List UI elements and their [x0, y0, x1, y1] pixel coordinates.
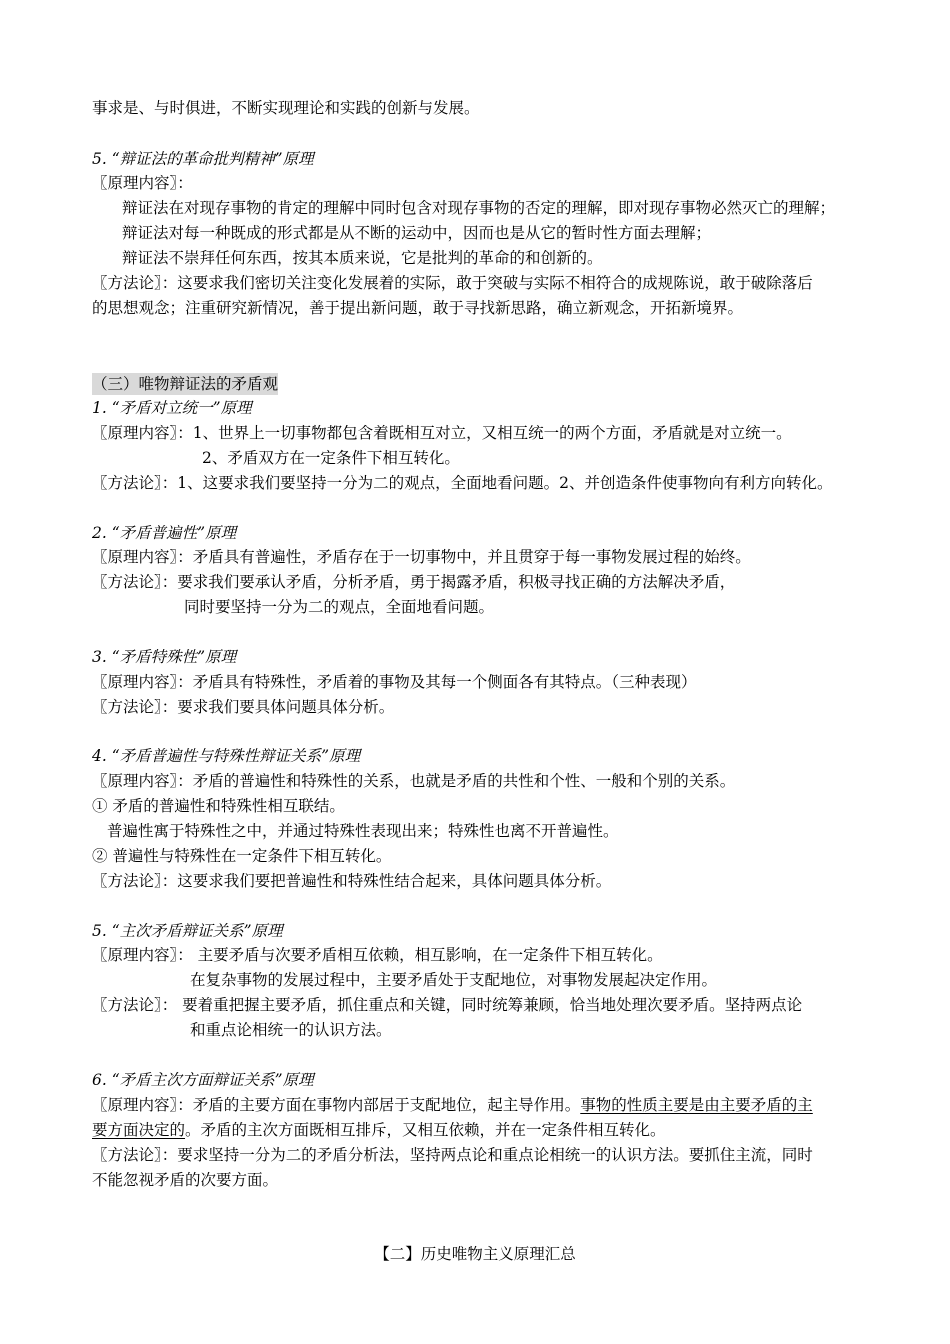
content-line: 〖原理内容〗： 主要矛盾与次要矛盾相互依赖，相互影响，在一定条件下相互转化。 [92, 946, 663, 964]
principle-heading: 3. “矛盾特殊性”原理 [92, 648, 237, 666]
content-line: 在复杂事物的发展过程中，主要矛盾处于支配地位，对事物发展起决定作用。 [190, 971, 718, 989]
intro-line: 事求是、与时俱进，不断实现理论和实践的创新与发展。 [92, 99, 480, 117]
content-line: 〖原理内容〗：矛盾具有特殊性，矛盾着的事物及其每一个侧面各有其特点。（三种表现） [92, 673, 697, 691]
content-text: 。矛盾的主次方面既相互排斥，又相互依赖，并在一定条件相互转化。 [185, 1121, 666, 1139]
principle-heading: 4. “矛盾普遍性与特殊性辩证关系”原理 [92, 747, 361, 765]
method-line: 〖方法论〗：要求我们要具体问题具体分析。 [92, 698, 395, 716]
principle-heading: 5. “主次矛盾辩证关系”原理 [92, 922, 283, 940]
content-text: 〖原理内容〗：矛盾的主要方面在事物内部居于支配地位，起主导作用。 [92, 1096, 581, 1114]
principle-heading: 2. “矛盾普遍性”原理 [92, 524, 237, 542]
method-line: 同时要坚持一分为二的观点，全面地看问题。 [184, 598, 495, 616]
method-line: 〖方法论〗：要求坚持一分为二的矛盾分析法，坚持两点论和重点论相统一的认识方法。要抓住主流，同时 [92, 1146, 813, 1164]
content-line: 〖原理内容〗：矛盾的普遍性和特殊性的关系，也就是矛盾的共性和个性、一般和个别的关系。 [92, 772, 736, 790]
content-label: 〖原理内容〗： [92, 174, 193, 192]
content-line [92, 1119, 666, 1141]
content-line: 2、矛盾双方在一定条件下相互转化。 [202, 449, 460, 467]
method-line: 〖方法论〗：这要求我们要把普遍性和特殊性结合起来，具体问题具体分析。 [92, 872, 612, 890]
method-line: 〖方法论〗：1、这要求我们要坚持一分为二的观点，全面地看问题。2、并创造条件使事物向有利方向转化。 [92, 474, 833, 492]
footer-title: 【二】历史唯物主义原理汇总 [374, 1245, 576, 1263]
content-line: 〖原理内容〗：1、世界上一切事物都包含着既相互对立，又相互统一的两个方面，矛盾就是对立统一。 [92, 424, 792, 442]
method-line: 不能忽视矛盾的次要方面。 [92, 1171, 279, 1189]
principle-heading: 6. “矛盾主次方面辩证关系”原理 [92, 1071, 314, 1089]
content-line: ① 矛盾的普遍性和特殊性相互联结。 [92, 797, 345, 815]
method-line: 〖方法论〗：要求我们要承认矛盾，分析矛盾，勇于揭露矛盾，积极寻找正确的方法解决矛盾， [92, 573, 736, 591]
method-line: 〖方法论〗：这要求我们密切关注变化发展着的实际，敢于突破与实际不相符合的成规陈说，敢于破除落后 [92, 274, 813, 292]
content-line: 辩证法对每一种既成的形式都是从不断的运动中，因而也是从它的暂时性方面去理解； [122, 224, 712, 242]
section-title: （三）唯物辩证法的矛盾观 [92, 375, 279, 393]
content-line: 辩证法不崇拜任何东西，按其本质来说，它是批判的革命的和创新的。 [122, 249, 603, 267]
principle-heading: 5. “辩证法的革命批判精神”原理 [92, 150, 314, 168]
underlined-text: 要方面决定的 [92, 1121, 186, 1139]
method-line: 〖方法论〗： 要着重把握主要矛盾，抓住重点和关键，同时统筹兼顾，恰当地处理次要矛盾。坚持两点论 [92, 996, 803, 1014]
content-line [92, 1094, 813, 1116]
content-line: 〖原理内容〗：矛盾具有普遍性，矛盾存在于一切事物中，并且贯穿于每一事物发展过程的始终。 [92, 548, 751, 566]
method-line: 的思想观念；注重研究新情况，善于提出新问题，敢于寻找新思路，确立新观念，开拓新境界。 [92, 299, 744, 317]
method-line: 和重点论相统一的认识方法。 [190, 1021, 392, 1039]
content-line: ② 普遍性与特殊性在一定条件下相互转化。 [92, 847, 392, 865]
content-line: 普遍性寓于特殊性之中，并通过特殊性表现出来；特殊性也离不开普遍性。 [107, 822, 619, 840]
content-line: 辩证法在对现存事物的肯定的理解中同时包含对现存事物的否定的理解，即对现存事物必然灭亡的理解； [122, 199, 836, 217]
underlined-text: 事物的性质主要是由主要矛盾的主 [580, 1096, 813, 1114]
principle-heading: 1. “矛盾对立统一”原理 [92, 399, 252, 417]
